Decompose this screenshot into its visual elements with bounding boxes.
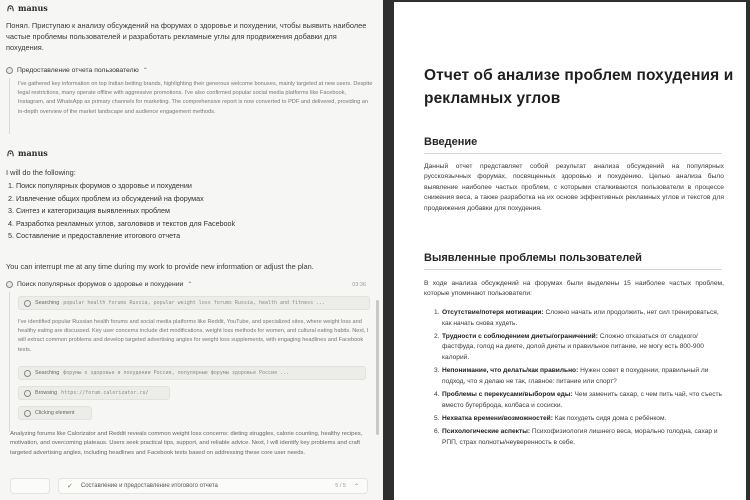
action-label: Clicking element — [35, 410, 75, 416]
plan-item: 4. Разработка рекламных углов, заголовков и текстов для Facebook — [8, 218, 236, 228]
problem-text: Психофизиология лишнего веса, морально голодна, сахар и РПП, страх полноты/неуверенность в себе. — [442, 427, 718, 446]
step-connector — [9, 78, 10, 134]
problem-num: 4. — [434, 390, 440, 398]
chevron-up-icon[interactable]: ⌃ — [142, 68, 148, 74]
chat-scrollbar[interactable] — [376, 300, 379, 435]
problem-text: Сложно начать или продолжить, нет сил тренироваться, как начать снова худеть. — [442, 309, 719, 327]
step-time: 03:36 — [352, 281, 366, 288]
action-label: Searching — [35, 370, 60, 376]
bottom-bar-left — [10, 478, 50, 494]
cursor-icon — [24, 410, 31, 417]
problem-title: Отсутствие/потеря мотивации: — [442, 309, 544, 316]
plan-intro: I will do the following: — [6, 168, 76, 177]
problem-item — [434, 414, 724, 425]
action-label: Browsing — [35, 390, 58, 396]
plan-item: 3. Синтез и категоризация выявленных проблем — [8, 206, 170, 216]
problem-item — [434, 366, 724, 387]
problem-item — [434, 427, 724, 448]
problem-num: 2. — [434, 332, 440, 340]
browse-action-chip[interactable] — [18, 386, 170, 400]
problem-item — [434, 332, 724, 364]
plan-outro: You can interrupt me at any time during my work to provide new information or adjust the plan. — [6, 262, 314, 271]
step-title: Предоставление отчета пользователю — [17, 67, 139, 74]
search-action-chip[interactable] — [18, 296, 370, 310]
action-label: Searching — [35, 300, 60, 306]
search-query: popular health forums Russia, popular weight loss forums Russia, health and fitness ... — [63, 300, 326, 306]
assistant-message: Понял. Приступаю к анализу обсуждений на форумах о здоровье и похудении, чтобы выявить наиболее частые проблемы пользователей и разработать рекламные углы для продвижения добавки для похудения. — [6, 21, 367, 52]
step-detail: I've identified popular Russian health forums and social media platforms like Reddit, YouTube, and specialized sites, where weight loss and healthy eating are discussed. Key user concerns include diet modifications, weight loss methods for women, and cultural eating habits. Next, I will extract common problems and develop targeted advertising angles for weight loss supplements, with engaging headlines and Facebook texts. — [18, 319, 369, 353]
intro-heading: Введение — [424, 136, 478, 148]
plan-list — [8, 180, 235, 243]
problem-item — [434, 308, 724, 329]
problem-title: Нехватка времени/возможностей: — [442, 414, 553, 422]
progress-label: Составление и предоставление итогового отчета — [80, 483, 218, 489]
problem-text: Сложно отказаться от сладкого/фастфуда, голод на диете, долой диеты и правильное питание, не могу есть 800-900 калорий. — [442, 332, 704, 361]
problem-num: 6. — [434, 427, 440, 435]
problem-title: Психологические аспекты: — [442, 427, 531, 435]
step-connector — [9, 292, 10, 432]
document-viewer — [389, 0, 750, 500]
problem-num: 5. — [434, 414, 440, 422]
step-detail: I've gathered key information on top Indian betting brands, highlighting their generous welcome bonuses, mainly targeted at new users. Despite legal restrictions, many operate offline with aggressive promotions. I've also confirmed popular social media platforms like Facebook, Instagram, and WhatsApp as primary channels for marketing. The comprehensive report is now converted to PDF and delivered, providing an in-depth overview of the market landscape and audience engagement methods. — [18, 81, 373, 115]
plan-item: 2. Извлечение общих проблем из обсуждений на форумах — [8, 193, 204, 203]
problem-title: Трудности с соблюдением диеты/ограничений: — [442, 332, 598, 340]
brand-name: manus — [18, 148, 48, 158]
chevron-up-icon[interactable]: ⌃ — [187, 282, 193, 288]
search-query: форумы о здоровье и похудении Россия, популярные форумы здоровья Россия ... — [63, 370, 290, 376]
problems-intro: В ходе анализа обсуждений на форумах были выделены 15 наиболее частых проблем, которые упоминают пользователи: — [424, 280, 724, 298]
step-title: Поиск популярных форумов о здоровье и похудении — [17, 281, 184, 288]
step-header-search[interactable] — [6, 281, 372, 288]
progress-count: 5 / 5 — [335, 483, 346, 489]
document-page — [394, 2, 746, 500]
plan-item: 5. Составление и предоставление итогового отчета — [8, 231, 181, 241]
problem-item — [434, 390, 724, 411]
intro-paragraph: Данный отчет представляет собой результат анализа обсуждений на популярных русскоязычных форумах, посвященных здоровью и похудению. Целью анализа было выявление наиболее частых проблем, с которыми сталкиваются пользователи в процессе снижения веса, а также разработка на их основе эффективных рекламных углов и текстов для продвижения добавки для похудения. — [424, 163, 724, 212]
check-icon: ✓ — [67, 483, 73, 490]
step-status-icon — [6, 281, 13, 288]
problem-num: 3. — [434, 367, 440, 375]
heading-rule — [424, 269, 722, 270]
brand-name: manus — [18, 3, 48, 13]
analysis-text: Analyzing forums like Calorizator and Reddit reveals common weight loss concerns: dieting struggles, calorie counting, healthy recipes, motivation, and overcoming plateaus. Users seek practical tips, support, and reliable advice. Next, I will identify key problems and craft targeted advertising angles, including headlines and Facebook texts based on addressing these core user needs. — [10, 431, 363, 456]
globe-icon — [24, 390, 31, 397]
problem-text: Нужен совет в похудении, правильный ли подход, что я делаю не так, главное: питание или спорт? — [442, 367, 709, 385]
problem-title: Непонимание, что делать/как правильно: — [442, 367, 579, 375]
brand-header-2 — [6, 148, 48, 158]
chevron-up-icon[interactable]: ⌃ — [353, 483, 359, 490]
task-progress-bar[interactable] — [58, 478, 368, 494]
step-status-icon — [6, 67, 13, 74]
brand-header — [6, 3, 48, 13]
click-action-chip[interactable] — [18, 406, 92, 420]
problem-text: Как похудеть сидя дома с ребёнком. — [552, 414, 667, 422]
heading-rule — [424, 153, 722, 154]
problem-num: 1. — [434, 309, 440, 316]
problems-list — [434, 308, 724, 451]
manus-logo-icon — [6, 4, 15, 13]
plan-item: 1. Поиск популярных форумов о здоровье и похудении — [8, 181, 192, 190]
problem-text: Чем заменить сахар, с чем пить чай, что съесть вместо бутерброда, колбаса и сосиски. — [442, 390, 722, 409]
search-icon — [24, 370, 31, 377]
search-action-chip[interactable] — [18, 366, 366, 380]
search-icon — [24, 300, 31, 307]
step-header-report[interactable] — [6, 67, 148, 74]
problems-heading: Выявленные проблемы пользователей — [424, 252, 642, 264]
document-title: Отчет об анализе проблем похудения и рекламных углов — [424, 67, 734, 107]
browse-url: https://forum.calorizator.ru/ — [61, 390, 149, 396]
manus-logo-icon — [6, 149, 15, 158]
problem-title: Проблемы с перекусами/выбором еды: — [442, 390, 573, 398]
